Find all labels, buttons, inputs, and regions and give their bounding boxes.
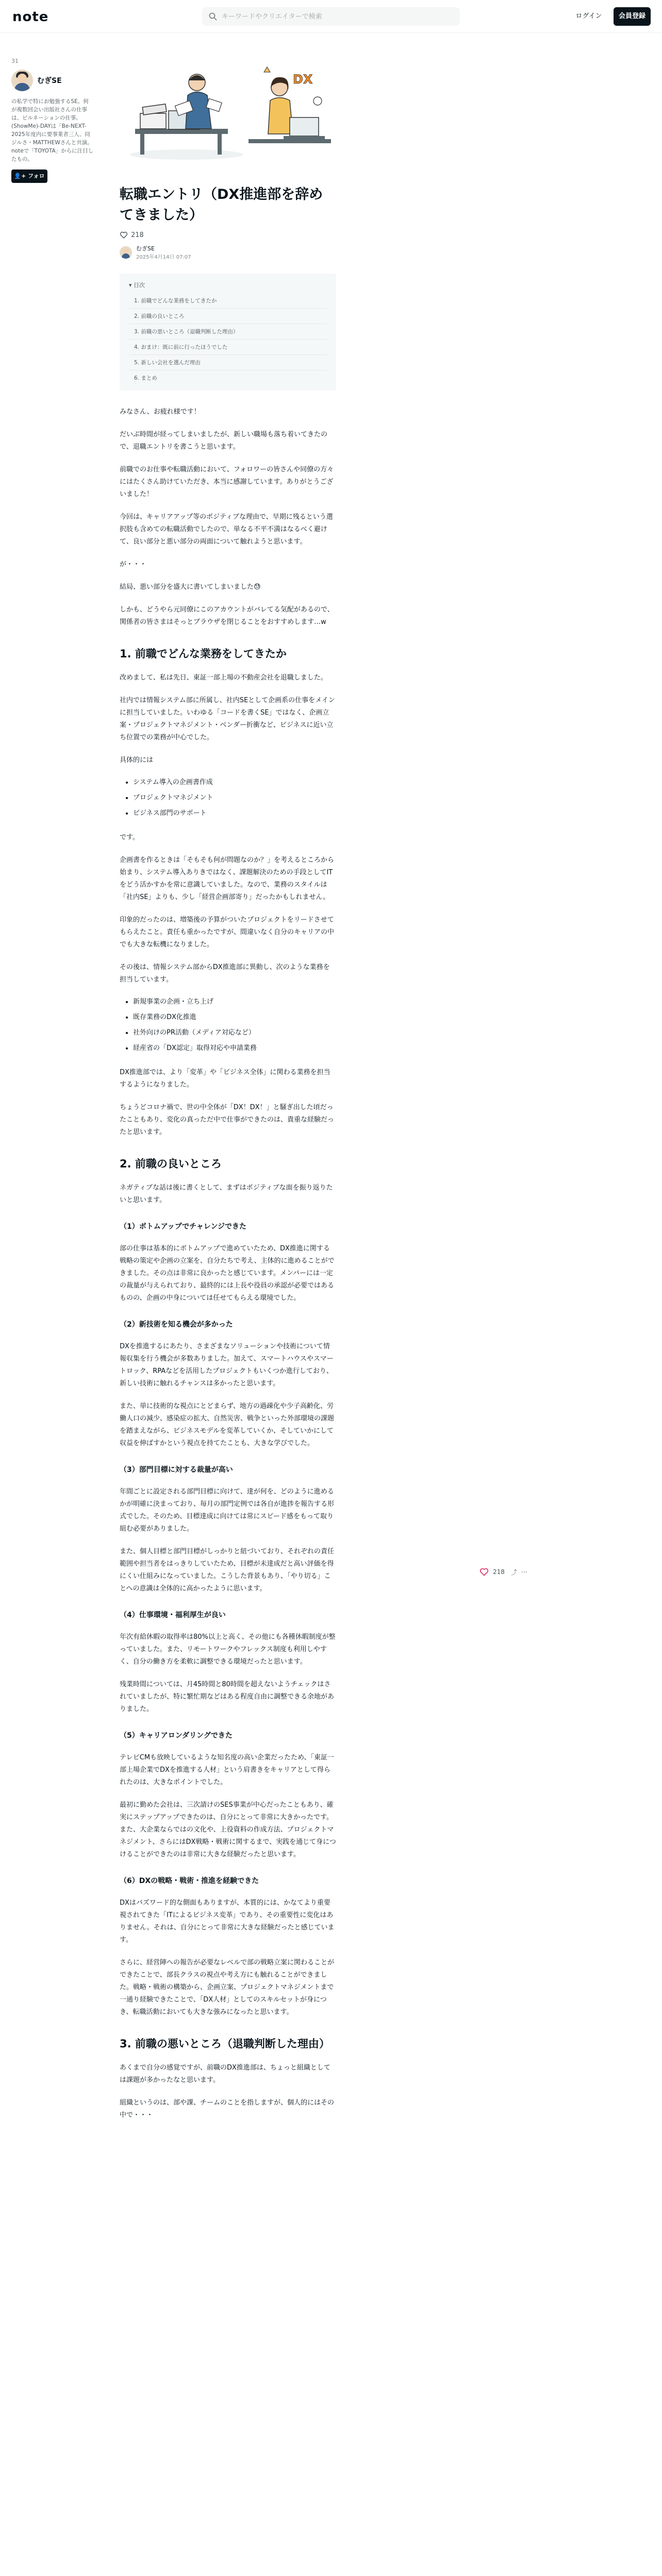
subsection-heading: （2）新技術を知る機会が多かった [120, 1320, 233, 1329]
search-icon [208, 12, 218, 21]
like-row[interactable] [120, 231, 336, 239]
subsection-heading: （1）ボトムアップでチャレンジできた [120, 1223, 247, 1231]
paragraph: です。 [120, 834, 139, 841]
paragraph: DX推進部では、より「変革」や「ビジネス全体」に関わる業務を担当するようになりました。 [120, 1069, 330, 1089]
paragraph: 印象的だったのは、増築後の予算がついたプロジェクトをリードさせてもらえたこと。責任も重かったですが、間違いなく自分のキャリアの中でも大きな転機になりました。 [120, 916, 335, 948]
list-item: • 既存業務のDX化推進 [133, 1010, 336, 1025]
paragraph: みなさん、お疲れ様です！ [120, 408, 201, 416]
register-button[interactable]: 会員登録 [614, 7, 651, 26]
site-header [0, 0, 662, 33]
eyecatch-illustration [120, 52, 336, 170]
paragraph: また、単に技術的な視点にとどまらず、地方の過疎化や少子高齢化、労働人口の減少、感染症の拡大、自然災害、戦争といった外部環境の課題を踏まえながら、ビジネスモデルを変革していくか、そしていかにして収益を伸ばすかという視点を持てたことも、大きな学びでした。 [120, 1402, 335, 1447]
paragraph: だいぶ時間が経ってしまいましたが、新しい職場も落ち着いてきたので、退職エントリを書こうと思います。 [120, 431, 328, 451]
paragraph: DXを推進するにあたり、さまざまなソリューションや技術について情報収集を行う機会が多数ありました。加えて、スマートハウスやスマートロック、RPAなどを活用したプロジェクトもいくつか進行しており、新しい技術に触れるチャンスは多かったと思います。 [120, 1343, 334, 1387]
section-heading: 2. 前職の良いところ [120, 1158, 222, 1170]
list-item: • プロジェクトマネジメント [133, 790, 336, 806]
follow-button[interactable] [11, 170, 47, 193]
paragraph: さらに、経営陣への報告が必要なレベルで部の戦略立案に関わることができたことで、部長クラスの視点や考え方にも触れることができました。戦略・戦術の構築から、企画立案、プロジェクトマネジメントまで一通り経験できたことで、「DX人材」としてのスキルセットが身につき、転職活動においても大きな強みになったと思います。 [120, 1959, 335, 2016]
subsection-heading: （5）キャリアロンダリングできた [120, 1732, 233, 1740]
subsection-heading: （6）DXの戦略・戦術・推進を経験できた [120, 1877, 259, 1885]
chevron-down-icon: ▾ [129, 282, 134, 289]
bullet-list [120, 775, 336, 821]
article-title: 転職エントリ（DX推進部を辞めてきました） [120, 187, 323, 223]
section-heading: 3. 前職の悪いところ（退職判断した理由） [120, 2038, 330, 2050]
list-item: • 新規事業の企画・立ち上げ [133, 994, 336, 1010]
paragraph: 具体的には [120, 756, 154, 764]
section-heading: 1. 前職でどんな業務をしてきたか [120, 648, 287, 660]
note-logo[interactable]: note [12, 9, 49, 25]
floating-like-count: 218 [493, 1568, 505, 1575]
list-item: • ビジネス部門のサポート [133, 806, 336, 821]
paragraph: 最初に勤めた会社は、三次請けのSES事業が中心だったこともあり、確実にステップアップできたのは、自分にとって非常に大きかったです。また、大企業ならではの文化や、上役資料の作成方法、プロジェクトマネジメント、さらにはDX戦略・戦術に関するまで、実践を通じて身につけることができたのは非常に大きな経験だったと思います。 [120, 1801, 336, 1858]
subsection-heading: （4）仕事環境・福利厚生が良い [120, 1611, 226, 1619]
search-box[interactable] [202, 7, 460, 26]
paragraph: 年次有給休暇の取得率は80%以上と高く、その他にも各種休暇制度が整っていました。また、リモートワークやフレックス制度も利用しやすく、自分の働き方を柔軟に調整できる環境だったと思います。 [120, 1633, 336, 1666]
list-item: • 社外向けのPR活動（メディア対応など） [133, 1025, 336, 1041]
paragraph: あくまで自分の感覚ですが、前職のDX推進部は、ちょっと組織としては課題が多かったなと思います。 [120, 2064, 330, 2084]
byline[interactable] [120, 244, 336, 260]
follow-label: フォロー [26, 173, 45, 193]
avatar[interactable] [11, 70, 33, 91]
person-plus-icon: 👤+ [14, 173, 28, 179]
toc-item[interactable]: 1. 前職でどんな業務をしてきたか [129, 293, 327, 309]
heart-icon[interactable] [120, 231, 128, 239]
toc-item[interactable]: 5. 新しい会社を選んだ理由 [129, 355, 327, 370]
toc-item[interactable]: 4. おまけ：既に前に行ったほうでした [129, 340, 327, 355]
paragraph: 改めまして、私は先日、東証一部上場の不動産会社を退職しました。 [120, 674, 327, 682]
heart-icon[interactable] [479, 1567, 489, 1577]
byline-avatar[interactable] [120, 246, 132, 259]
paragraph: 結局、悪い部分を盛大に書いてしまいました😓 [120, 583, 261, 591]
subsection-heading: （3）部門目標に対する裁量が高い [120, 1466, 233, 1474]
sidebar-author-name[interactable]: むぎSE [37, 77, 62, 85]
paragraph: DXはバズワード的な側面もありますが、本質的には、かなてより重要視されてきた「ITによるビジネス変革」であり、その重要性に変化はありません。それは、自分にとって非常に大きな経験だったと感じています。 [120, 1899, 335, 1944]
list-item: • システム導入の企画書作成 [133, 775, 336, 790]
paragraph: しかも、どうやら元同僚にこのアカウントがバレてる気配があるので、関係者の皆さまはそっとブラウザを閉じることをおすすめします…w [120, 606, 334, 626]
like-count: 218 [131, 231, 144, 239]
article [120, 52, 336, 2122]
paragraph: ネガティブな話は後に書くとして、まずはポジティブな面を振り返りたいと思います。 [120, 1184, 333, 1204]
table-of-contents [120, 274, 336, 391]
paragraph: が・・・ [120, 561, 147, 568]
paragraph: ちょうどコロナ禍で、世の中全体が「DX！DX！」と騒ぎ出した頃だったこともあり、変化の真っただ中で仕事ができたのは、貴重な経験だったと思います。 [120, 1104, 335, 1136]
bullet-list [120, 994, 336, 1056]
paragraph: 部の仕事は基本的にボトムアップで進めていたため、DX推進に関する戦略の策定や企画の立案を、自分たちで考え、主体的に進めることができました。その点は非常に良かったと感じています。メンバーには一定の裁量が与えられており、最終的には上長や役員の承認が必要ではあるものの、企画の中身については任せてもらえる環境でした。 [120, 1245, 335, 1302]
paragraph: 残業時間については、月45時間と80時間を超えないようチェックはされていましたが、特に繁忙期などはある程度自由に調整できる余地がありました。 [120, 1681, 335, 1713]
share-icon[interactable]: ⤴ [510, 1568, 517, 1576]
paragraph: また、個人目標と部門目標がしっかりと紐づいており、それぞれの責任範囲や担当者をはっきりしていたため、目標が未達成だと高い評価を得にくい仕組みになっていました。こうした背景もあり、「やり切る」ことへの意識は全体的に高かったように思います。 [120, 1548, 335, 1592]
paragraph: 社内では情報システム部に所属し、社内SEとして企画系の仕事をメインに担当していました。いわゆる「コードを書くSE」ではなく、企画立案・プロジェクトマネジメント・ベンダー折衝など、ビジネスに近い立ち位置での業務が中心でした。 [120, 697, 335, 741]
paragraph: テレビCMも放映しているような知名度の高い企業だったため、「東証一部上場企業でDXを推進する人材」という肩書きをキャリアとして得られたのは、大きなポイントでした。 [120, 1754, 335, 1786]
toc-item[interactable]: 2. 前職の良いところ [129, 309, 327, 324]
list-item: • 経産省の「DX認定」取得対応や申請業務 [133, 1041, 336, 1056]
author-sidebar [11, 58, 94, 193]
search-input[interactable] [222, 7, 454, 26]
paragraph: その後は、情報システム部からDX推進部に異動し、次のような業務を担当しています。 [120, 963, 330, 984]
floating-like[interactable] [479, 1567, 527, 1577]
byline-author-name[interactable]: むぎSE [136, 245, 155, 252]
paragraph: 企画書を作るときは「そもそも何が問題なのか？」を考えるところから始まり、システム導入ありきではなく、課題解決のための手段としてITをどう活かすかを常に意識していました。なので、業務のスタイルは「社内SE」よりも、少し「経営企画部寄り」だったかもしれません。 [120, 856, 335, 901]
sidebar-label: 31 [11, 58, 19, 64]
more-icon[interactable]: ⋯ [521, 1568, 527, 1575]
toc-heading[interactable] [129, 281, 327, 289]
sidebar-author[interactable] [11, 70, 94, 91]
login-button[interactable]: ログイン [575, 12, 602, 20]
svg-text:DX: DX [293, 72, 313, 87]
paragraph: 組織というのは、部や課、チームのことを指しますが、個人的にはその中で・・・ [120, 2099, 335, 2119]
author-bio: の私学で特にお勉強するSE。何が複数回会い出版社さんの仕事は、ビルネーションの仕事。(ShowMe)-DAYは「Be-NEXT-2025年度内に要事業者三人、同ジルさ・MATTHEWさんと共演。noteで「TOYOTA」からに注目したもの。 [11, 98, 94, 162]
paragraph: 前職でのお仕事や転職活動において、フォロワーの皆さんや同僚の方々にはたくさん助けていただき、本当に感謝しています。ありがとうございました！ [120, 466, 334, 498]
article-body [120, 406, 336, 2122]
paragraph: 今回は、キャリアアップ等のポジティブな理由で、早期に残るという選択肢も含めての転職活動でしたので、単なる不平不満はなるべく避けて、良い部分と悪い部分の両面について触れようと思います。 [120, 513, 333, 546]
toc-heading-label: 目次 [134, 282, 145, 289]
toc-item[interactable]: 3. 前職の悪いところ（退職判断した理由） [129, 324, 327, 340]
toc-item[interactable]: 6. まとめ [134, 375, 157, 381]
paragraph: 年間ごとに設定される部門目標に向けて、達が何を、どのように進めるかが明確に決まっており、毎月の部門定例では各自が進捗を報告する形式でした。そのため、目標達成に向けては常にスピード感をもって取り組む必要がありました。 [120, 1488, 335, 1533]
publish-date: 2025年4月14日 07:07 [136, 255, 191, 260]
